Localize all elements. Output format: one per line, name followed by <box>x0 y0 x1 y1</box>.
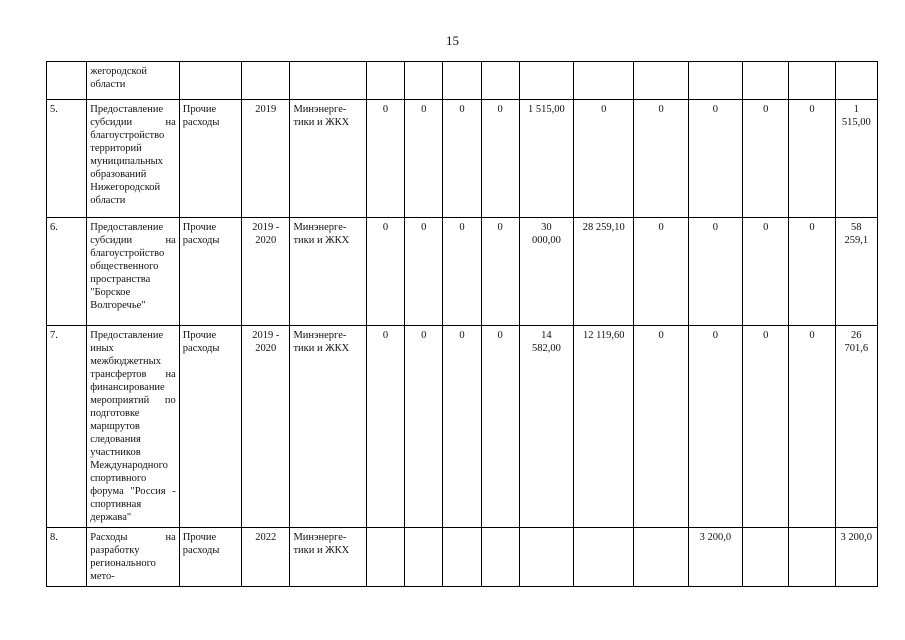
row-value-3 <box>443 528 481 587</box>
row-years <box>242 62 290 100</box>
row-value-4 <box>481 62 519 100</box>
row-value-9: 0 <box>743 100 789 218</box>
row-value-9: 0 <box>743 218 789 326</box>
row-value-8: 0 <box>688 100 742 218</box>
row-category: Прочие расходы <box>179 100 241 218</box>
row-value-1: 0 <box>366 326 404 528</box>
row-value-6: 12 119,60 <box>574 326 634 528</box>
row-value-2 <box>405 528 443 587</box>
row-category: Прочие расходы <box>179 218 241 326</box>
row-name: Предоставление субсидии на благоустройство территорий муниципальных образований Нижегородской области <box>87 100 180 218</box>
table-body <box>47 62 878 587</box>
row-executor: Минэнерге- тики и ЖКХ <box>290 100 366 218</box>
row-value-5: 14 582,00 <box>519 326 573 528</box>
row-executor: Минэнерге- тики и ЖКХ <box>290 528 366 587</box>
row-total: 3 200,0 <box>835 528 877 587</box>
row-total <box>835 62 877 100</box>
row-value-10: 0 <box>789 326 835 528</box>
row-value-8: 0 <box>688 326 742 528</box>
row-value-9 <box>743 528 789 587</box>
row-value-7 <box>634 528 688 587</box>
row-executor: Минэнерге- тики и ЖКХ <box>290 326 366 528</box>
row-value-6 <box>574 62 634 100</box>
row-value-10: 0 <box>789 100 835 218</box>
row-value-10: 0 <box>789 218 835 326</box>
row-value-1 <box>366 62 404 100</box>
row-value-5: 30 000,00 <box>519 218 573 326</box>
row-value-2: 0 <box>405 218 443 326</box>
row-name: жегородской области <box>87 62 180 100</box>
row-value-9 <box>743 62 789 100</box>
row-years: 2022 <box>242 528 290 587</box>
row-value-8: 0 <box>688 218 742 326</box>
row-value-4: 0 <box>481 218 519 326</box>
table-row <box>47 218 878 326</box>
row-value-5 <box>519 62 573 100</box>
row-value-3: 0 <box>443 326 481 528</box>
row-executor <box>290 62 366 100</box>
row-total: 26 701,6 <box>835 326 877 528</box>
row-value-8 <box>688 62 742 100</box>
table-row <box>47 100 878 218</box>
row-years: 2019 - 2020 <box>242 218 290 326</box>
row-number: 8. <box>47 528 87 587</box>
row-value-4 <box>481 528 519 587</box>
row-executor: Минэнерге- тики и ЖКХ <box>290 218 366 326</box>
row-value-6: 28 259,10 <box>574 218 634 326</box>
row-years: 2019 <box>242 100 290 218</box>
row-value-1 <box>366 528 404 587</box>
row-value-6: 0 <box>574 100 634 218</box>
row-value-8: 3 200,0 <box>688 528 742 587</box>
row-value-9: 0 <box>743 326 789 528</box>
row-value-3: 0 <box>443 218 481 326</box>
row-name: Предоставление субсидии на благоустройство общественного пространства "Борское Волгоречье" <box>87 218 180 326</box>
budget-table <box>46 61 878 587</box>
table-row <box>47 326 878 528</box>
page-number: 15 <box>446 33 459 48</box>
row-value-2: 0 <box>405 100 443 218</box>
row-name: Предоставление иных межбюджетных трансфертов на финансирование мероприятий по подготовке маршрутов следования участников Международного спортивного форума "Россия - спортивная держава" <box>87 326 180 528</box>
row-number: 6. <box>47 218 87 326</box>
row-value-1: 0 <box>366 218 404 326</box>
row-number: 5. <box>47 100 87 218</box>
row-value-10 <box>789 528 835 587</box>
row-value-5 <box>519 528 573 587</box>
row-value-2 <box>405 62 443 100</box>
row-value-2: 0 <box>405 326 443 528</box>
row-value-5: 1 515,00 <box>519 100 573 218</box>
row-value-6 <box>574 528 634 587</box>
row-number <box>47 62 87 100</box>
row-category: Прочие расходы <box>179 326 241 528</box>
row-value-4: 0 <box>481 100 519 218</box>
row-value-3: 0 <box>443 100 481 218</box>
row-category: Прочие расходы <box>179 528 241 587</box>
row-category <box>179 62 241 100</box>
row-value-4: 0 <box>481 326 519 528</box>
row-value-1: 0 <box>366 100 404 218</box>
row-number: 7. <box>47 326 87 528</box>
table-row <box>47 62 878 100</box>
row-value-3 <box>443 62 481 100</box>
row-years: 2019 - 2020 <box>242 326 290 528</box>
row-value-7: 0 <box>634 100 688 218</box>
row-value-7: 0 <box>634 326 688 528</box>
row-name: Расходы на разработку регионального мето- <box>87 528 180 587</box>
row-total: 58 259,1 <box>835 218 877 326</box>
row-value-7 <box>634 62 688 100</box>
table-row <box>47 528 878 587</box>
row-value-10 <box>789 62 835 100</box>
row-total: 1 515,00 <box>835 100 877 218</box>
row-value-7: 0 <box>634 218 688 326</box>
